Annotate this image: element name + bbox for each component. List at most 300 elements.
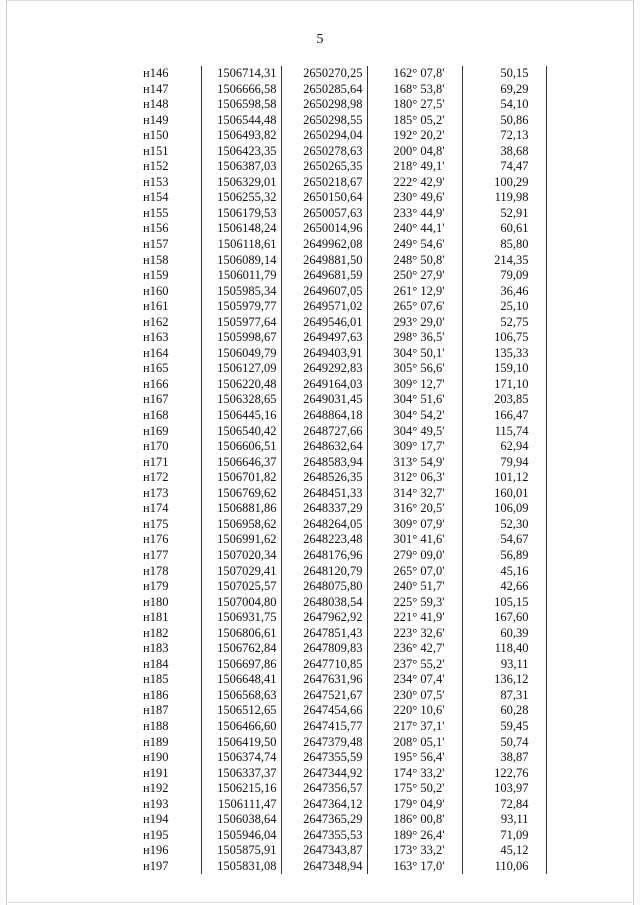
direction-angle-cell: 261° 12,9'	[367, 284, 462, 300]
x-coordinate-cell: 1506011,79	[201, 268, 281, 284]
distance-cell: 166,47	[462, 408, 546, 424]
table-row	[123, 439, 546, 455]
table-row	[123, 346, 546, 362]
point-id-cell: н192	[143, 781, 169, 796]
distance-cell: 45,16	[462, 564, 546, 580]
distance-cell: 159,10	[462, 361, 546, 377]
distance-cell: 54,10	[462, 97, 546, 113]
y-coordinate-cell: 2647962,92	[281, 610, 367, 626]
x-coordinate-cell: 1506544,48	[201, 113, 281, 129]
point-id-cell: н175	[143, 516, 169, 531]
table-row	[123, 206, 546, 222]
point-id-cell: н148	[143, 97, 169, 112]
x-coordinate-cell: 1505985,34	[201, 284, 281, 300]
x-coordinate-cell: 1506423,35	[201, 144, 281, 160]
point-id-cell: н194	[143, 812, 169, 827]
direction-angle-cell: 189° 26,4'	[367, 828, 462, 844]
y-coordinate-cell: 2649403,91	[281, 346, 367, 362]
table-row	[123, 486, 546, 502]
direction-angle-cell: 304° 51,6'	[367, 392, 462, 408]
direction-angle-cell: 218° 49,1'	[367, 159, 462, 175]
direction-angle-cell: 208° 05,1'	[367, 735, 462, 751]
y-coordinate-cell: 2649031,45	[281, 392, 367, 408]
table-row	[123, 797, 546, 813]
point-id-cell: н182	[143, 625, 169, 640]
distance-cell: 59,45	[462, 719, 546, 735]
direction-angle-cell: 316° 20,5'	[367, 501, 462, 517]
y-coordinate-cell: 2650285,64	[281, 82, 367, 98]
point-id-cell: н146	[143, 66, 169, 80]
distance-cell: 106,09	[462, 501, 546, 517]
distance-cell: 25,10	[462, 299, 546, 315]
y-coordinate-cell: 2648038,54	[281, 595, 367, 611]
distance-cell: 62,94	[462, 439, 546, 455]
x-coordinate-cell: 1506881,86	[201, 501, 281, 517]
distance-cell: 72,13	[462, 128, 546, 144]
x-coordinate-cell: 1506762,84	[201, 641, 281, 657]
x-coordinate-cell: 1506329,01	[201, 175, 281, 191]
distance-cell: 203,85	[462, 392, 546, 408]
direction-angle-cell: 279° 09,0'	[367, 548, 462, 564]
table-row	[123, 237, 546, 253]
x-coordinate-cell: 1506646,37	[201, 455, 281, 471]
direction-angle-cell: 221° 41,9'	[367, 610, 462, 626]
direction-angle-cell: 309° 12,7'	[367, 377, 462, 393]
x-coordinate-cell: 1506931,75	[201, 610, 281, 626]
table-row	[123, 392, 546, 408]
x-coordinate-cell: 1505875,91	[201, 843, 281, 859]
y-coordinate-cell: 2647379,48	[281, 735, 367, 751]
direction-angle-cell: 200° 04,8'	[367, 144, 462, 160]
direction-angle-cell: 298° 36,5'	[367, 330, 462, 346]
x-coordinate-cell: 1505946,04	[201, 828, 281, 844]
distance-cell: 100,29	[462, 175, 546, 191]
distance-cell: 160,01	[462, 486, 546, 502]
y-coordinate-cell: 2649607,05	[281, 284, 367, 300]
y-coordinate-cell: 2648526,35	[281, 470, 367, 486]
x-coordinate-cell: 1507020,34	[201, 548, 281, 564]
y-coordinate-cell: 2647343,87	[281, 843, 367, 859]
y-coordinate-cell: 2647348,94	[281, 859, 367, 875]
direction-angle-cell: 304° 54,2'	[367, 408, 462, 424]
x-coordinate-cell: 1506540,42	[201, 424, 281, 440]
direction-angle-cell: 304° 49,5'	[367, 424, 462, 440]
point-id-cell: н174	[143, 501, 169, 516]
y-coordinate-cell: 2648727,66	[281, 424, 367, 440]
point-id-cell: н195	[143, 827, 169, 842]
table-row	[123, 766, 546, 782]
distance-cell: 38,68	[462, 144, 546, 160]
direction-angle-cell: 237° 55,2'	[367, 657, 462, 673]
x-coordinate-cell: 1506215,16	[201, 781, 281, 797]
distance-cell: 79,94	[462, 455, 546, 471]
distance-cell: 60,61	[462, 221, 546, 237]
point-id-cell: н152	[143, 159, 169, 174]
direction-angle-cell: 301° 41,6'	[367, 532, 462, 548]
point-id-cell: н187	[143, 703, 169, 718]
direction-angle-cell: 236° 42,7'	[367, 641, 462, 657]
table-row	[123, 82, 546, 98]
point-id-cell: н158	[143, 252, 169, 267]
distance-cell: 52,30	[462, 517, 546, 533]
x-coordinate-cell: 1507025,57	[201, 579, 281, 595]
y-coordinate-cell: 2647809,83	[281, 641, 367, 657]
point-id-cell: н165	[143, 361, 169, 376]
distance-cell: 52,75	[462, 315, 546, 331]
direction-angle-cell: 192° 20,2'	[367, 128, 462, 144]
table-row	[123, 330, 546, 346]
distance-cell: 93,11	[462, 657, 546, 673]
table-row	[123, 641, 546, 657]
point-id-cell: н180	[143, 594, 169, 609]
point-id-cell: н151	[143, 143, 169, 158]
y-coordinate-cell: 2647631,96	[281, 672, 367, 688]
x-coordinate-cell: 1506374,74	[201, 750, 281, 766]
y-coordinate-cell: 2648451,33	[281, 486, 367, 502]
x-coordinate-cell: 1506328,65	[201, 392, 281, 408]
x-coordinate-cell: 1506337,37	[201, 766, 281, 782]
distance-cell: 60,39	[462, 626, 546, 642]
x-coordinate-cell: 1506991,62	[201, 532, 281, 548]
table-row	[123, 424, 546, 440]
y-coordinate-cell: 2649164,03	[281, 377, 367, 393]
point-id-cell: н160	[143, 283, 169, 298]
distance-cell: 36,46	[462, 284, 546, 300]
y-coordinate-cell: 2649292,83	[281, 361, 367, 377]
point-id-cell: н173	[143, 485, 169, 500]
direction-angle-cell: 163° 17,0'	[367, 859, 462, 875]
distance-cell: 74,47	[462, 159, 546, 175]
y-coordinate-cell: 2649881,50	[281, 253, 367, 269]
direction-angle-cell: 180° 27,5'	[367, 97, 462, 113]
x-coordinate-cell: 1506666,58	[201, 82, 281, 98]
y-coordinate-cell: 2647521,67	[281, 688, 367, 704]
point-id-cell: н183	[143, 641, 169, 656]
table-row	[123, 221, 546, 237]
y-coordinate-cell: 2647365,29	[281, 812, 367, 828]
direction-angle-cell: 173° 33,2'	[367, 843, 462, 859]
direction-angle-cell: 249° 54,6'	[367, 237, 462, 253]
y-coordinate-cell: 2649497,63	[281, 330, 367, 346]
point-id-cell: н153	[143, 174, 169, 189]
page-edge-top	[6, 0, 634, 1]
point-id-cell: н176	[143, 532, 169, 547]
point-id-cell: н155	[143, 205, 169, 220]
direction-angle-cell: 162° 07,8'	[367, 66, 462, 82]
x-coordinate-cell: 1506466,60	[201, 719, 281, 735]
table-row	[123, 719, 546, 735]
point-id-cell: н189	[143, 734, 169, 749]
table-row	[123, 657, 546, 673]
x-coordinate-cell: 1506958,62	[201, 517, 281, 533]
distance-cell: 101,12	[462, 470, 546, 486]
direction-angle-cell: 234° 07,4'	[367, 672, 462, 688]
y-coordinate-cell: 2648583,94	[281, 455, 367, 471]
x-coordinate-cell: 1505998,67	[201, 330, 281, 346]
distance-cell: 135,33	[462, 346, 546, 362]
page-number: 5	[316, 32, 324, 47]
distance-cell: 214,35	[462, 253, 546, 269]
direction-angle-cell: 240° 44,1'	[367, 221, 462, 237]
table-row	[123, 361, 546, 377]
y-coordinate-cell: 2647344,92	[281, 766, 367, 782]
y-coordinate-cell: 2650298,98	[281, 97, 367, 113]
page-edge-bottom	[6, 902, 634, 903]
table-row	[123, 672, 546, 688]
y-coordinate-cell: 2649962,08	[281, 237, 367, 253]
y-coordinate-cell: 2647454,66	[281, 703, 367, 719]
point-id-cell: н191	[143, 765, 169, 780]
table-row	[123, 750, 546, 766]
table-row	[123, 97, 546, 113]
distance-cell: 52,91	[462, 206, 546, 222]
x-coordinate-cell: 1506111,47	[201, 797, 281, 813]
point-id-cell: н197	[143, 858, 169, 873]
x-coordinate-cell: 1506806,61	[201, 626, 281, 642]
x-coordinate-cell: 1506049,79	[201, 346, 281, 362]
distance-cell: 87,31	[462, 688, 546, 704]
y-coordinate-cell: 2647355,53	[281, 828, 367, 844]
y-coordinate-cell: 2648632,64	[281, 439, 367, 455]
point-id-cell: н177	[143, 547, 169, 562]
y-coordinate-cell: 2648176,96	[281, 548, 367, 564]
y-coordinate-cell: 2650294,04	[281, 128, 367, 144]
table-row	[123, 781, 546, 797]
x-coordinate-cell: 1506445,16	[201, 408, 281, 424]
table-row	[123, 579, 546, 595]
table-row	[123, 564, 546, 580]
point-id-cell: н186	[143, 687, 169, 702]
point-id-cell: н184	[143, 656, 169, 671]
point-id-cell: н181	[143, 610, 169, 625]
table-row	[123, 610, 546, 626]
direction-angle-cell: 304° 50,1'	[367, 346, 462, 362]
distance-cell: 103,97	[462, 781, 546, 797]
point-id-cell: н172	[143, 470, 169, 485]
y-coordinate-cell: 2648864,18	[281, 408, 367, 424]
table-row	[123, 532, 546, 548]
table-row	[123, 859, 546, 875]
x-coordinate-cell: 1506598,58	[201, 97, 281, 113]
table-row	[123, 626, 546, 642]
distance-cell: 50,15	[462, 66, 546, 82]
point-id-cell: н178	[143, 563, 169, 578]
point-id-cell: н170	[143, 439, 169, 454]
y-coordinate-cell: 2650057,63	[281, 206, 367, 222]
y-coordinate-cell: 2650218,67	[281, 175, 367, 191]
point-id-cell: н147	[143, 81, 169, 96]
direction-angle-cell: 223° 32,6'	[367, 626, 462, 642]
table-row	[123, 377, 546, 393]
table-row	[123, 703, 546, 719]
direction-angle-cell: 314° 32,7'	[367, 486, 462, 502]
direction-angle-cell: 313° 54,9'	[367, 455, 462, 471]
distance-cell: 72,84	[462, 797, 546, 813]
coordinates-table	[123, 66, 547, 874]
distance-cell: 136,12	[462, 672, 546, 688]
direction-angle-cell: 230° 07,5'	[367, 688, 462, 704]
x-coordinate-cell: 1506118,61	[201, 237, 281, 253]
distance-cell: 93,11	[462, 812, 546, 828]
point-id-cell: н193	[143, 796, 169, 811]
table-row	[123, 190, 546, 206]
x-coordinate-cell: 1506648,41	[201, 672, 281, 688]
point-id-cell: н163	[143, 330, 169, 345]
table-row	[123, 144, 546, 160]
direction-angle-cell: 217° 37,1'	[367, 719, 462, 735]
x-coordinate-cell: 1505831,08	[201, 859, 281, 875]
distance-cell: 122,76	[462, 766, 546, 782]
distance-cell: 69,29	[462, 82, 546, 98]
x-coordinate-cell: 1505979,77	[201, 299, 281, 315]
y-coordinate-cell: 2650270,25	[281, 66, 367, 82]
point-id-cell: н169	[143, 423, 169, 438]
table-row	[123, 66, 546, 82]
direction-angle-cell: 293° 29,0'	[367, 315, 462, 331]
distance-cell: 50,74	[462, 735, 546, 751]
y-coordinate-cell: 2647356,57	[281, 781, 367, 797]
y-coordinate-cell: 2650265,35	[281, 159, 367, 175]
direction-angle-cell: 230° 49,6'	[367, 190, 462, 206]
table-row	[123, 113, 546, 129]
x-coordinate-cell: 1506419,50	[201, 735, 281, 751]
point-id-cell: н150	[143, 128, 169, 143]
x-coordinate-cell: 1506127,09	[201, 361, 281, 377]
x-coordinate-cell: 1506089,14	[201, 253, 281, 269]
x-coordinate-cell: 1506512,65	[201, 703, 281, 719]
y-coordinate-cell: 2648120,79	[281, 564, 367, 580]
table-row	[123, 455, 546, 471]
y-coordinate-cell: 2648264,05	[281, 517, 367, 533]
x-coordinate-cell: 1506568,63	[201, 688, 281, 704]
direction-angle-cell: 185° 05,2'	[367, 113, 462, 129]
distance-cell: 60,28	[462, 703, 546, 719]
table-row	[123, 812, 546, 828]
direction-angle-cell: 309° 17,7'	[367, 439, 462, 455]
y-coordinate-cell: 2647364,12	[281, 797, 367, 813]
distance-cell: 50,86	[462, 113, 546, 129]
y-coordinate-cell: 2650014,96	[281, 221, 367, 237]
x-coordinate-cell: 1506387,03	[201, 159, 281, 175]
distance-cell: 110,06	[462, 859, 546, 875]
y-coordinate-cell: 2650150,64	[281, 190, 367, 206]
direction-angle-cell: 312° 06,3'	[367, 470, 462, 486]
direction-angle-cell: 222° 42,9'	[367, 175, 462, 191]
direction-angle-cell: 186° 00,8'	[367, 812, 462, 828]
table-row	[123, 175, 546, 191]
table-row	[123, 688, 546, 704]
direction-angle-cell: 233° 44,9'	[367, 206, 462, 222]
table-row	[123, 315, 546, 331]
x-coordinate-cell: 1506148,24	[201, 221, 281, 237]
distance-cell: 79,09	[462, 268, 546, 284]
y-coordinate-cell: 2650298,55	[281, 113, 367, 129]
distance-cell: 85,80	[462, 237, 546, 253]
direction-angle-cell: 179° 04,9'	[367, 797, 462, 813]
point-id-cell: н171	[143, 454, 169, 469]
table-row	[123, 299, 546, 315]
x-coordinate-cell: 1506255,32	[201, 190, 281, 206]
point-id-cell: н157	[143, 237, 169, 252]
point-id-cell: н167	[143, 392, 169, 407]
distance-cell: 54,67	[462, 532, 546, 548]
x-coordinate-cell: 1506606,51	[201, 439, 281, 455]
point-id-cell: н149	[143, 112, 169, 127]
y-coordinate-cell: 2647415,77	[281, 719, 367, 735]
distance-cell: 105,15	[462, 595, 546, 611]
x-coordinate-cell: 1506493,82	[201, 128, 281, 144]
x-coordinate-cell: 1506697,86	[201, 657, 281, 673]
coordinates-table-body	[123, 66, 546, 874]
point-id-cell: н162	[143, 314, 169, 329]
table-row	[123, 735, 546, 751]
point-id-cell: н190	[143, 750, 169, 765]
direction-angle-cell: 248° 50,8'	[367, 253, 462, 269]
x-coordinate-cell: 1507029,41	[201, 564, 281, 580]
table-row	[123, 253, 546, 269]
x-coordinate-cell: 1506701,82	[201, 470, 281, 486]
distance-cell: 167,60	[462, 610, 546, 626]
table-row	[123, 828, 546, 844]
direction-angle-cell: 168° 53,8'	[367, 82, 462, 98]
direction-angle-cell: 250° 27,9'	[367, 268, 462, 284]
table-row	[123, 128, 546, 144]
y-coordinate-cell: 2648075,80	[281, 579, 367, 595]
point-id-cell: н188	[143, 718, 169, 733]
page-edge-left	[6, 0, 7, 905]
table-row	[123, 501, 546, 517]
distance-cell: 118,40	[462, 641, 546, 657]
direction-angle-cell: 175° 50,2'	[367, 781, 462, 797]
table-row	[123, 284, 546, 300]
x-coordinate-cell: 1507004,80	[201, 595, 281, 611]
y-coordinate-cell: 2649546,01	[281, 315, 367, 331]
x-coordinate-cell: 1506769,62	[201, 486, 281, 502]
direction-angle-cell: 265° 07,6'	[367, 299, 462, 315]
table-row	[123, 159, 546, 175]
point-id-cell: н196	[143, 843, 169, 858]
y-coordinate-cell: 2650278,63	[281, 144, 367, 160]
direction-angle-cell: 220° 10,6'	[367, 703, 462, 719]
point-id-cell: н161	[143, 299, 169, 314]
point-id-cell: н154	[143, 190, 169, 205]
table-row	[123, 595, 546, 611]
table-row	[123, 268, 546, 284]
point-id-cell: н166	[143, 376, 169, 391]
table-row	[123, 548, 546, 564]
point-id-cell: н179	[143, 579, 169, 594]
table-row	[123, 517, 546, 533]
table-row	[123, 843, 546, 859]
table-row	[123, 470, 546, 486]
y-coordinate-cell: 2648337,29	[281, 501, 367, 517]
distance-cell: 115,74	[462, 424, 546, 440]
direction-angle-cell: 240° 51,7'	[367, 579, 462, 595]
x-coordinate-cell: 1506038,64	[201, 812, 281, 828]
point-id-cell: н185	[143, 672, 169, 687]
distance-cell: 171,10	[462, 377, 546, 393]
y-coordinate-cell: 2649681,59	[281, 268, 367, 284]
distance-cell: 119,98	[462, 190, 546, 206]
direction-angle-cell: 225° 59,3'	[367, 595, 462, 611]
direction-angle-cell: 265° 07,0'	[367, 564, 462, 580]
x-coordinate-cell: 1506714,31	[201, 66, 281, 82]
distance-cell: 45,12	[462, 843, 546, 859]
distance-cell: 56,89	[462, 548, 546, 564]
y-coordinate-cell: 2647355,59	[281, 750, 367, 766]
x-coordinate-cell: 1505977,64	[201, 315, 281, 331]
distance-cell: 106,75	[462, 330, 546, 346]
